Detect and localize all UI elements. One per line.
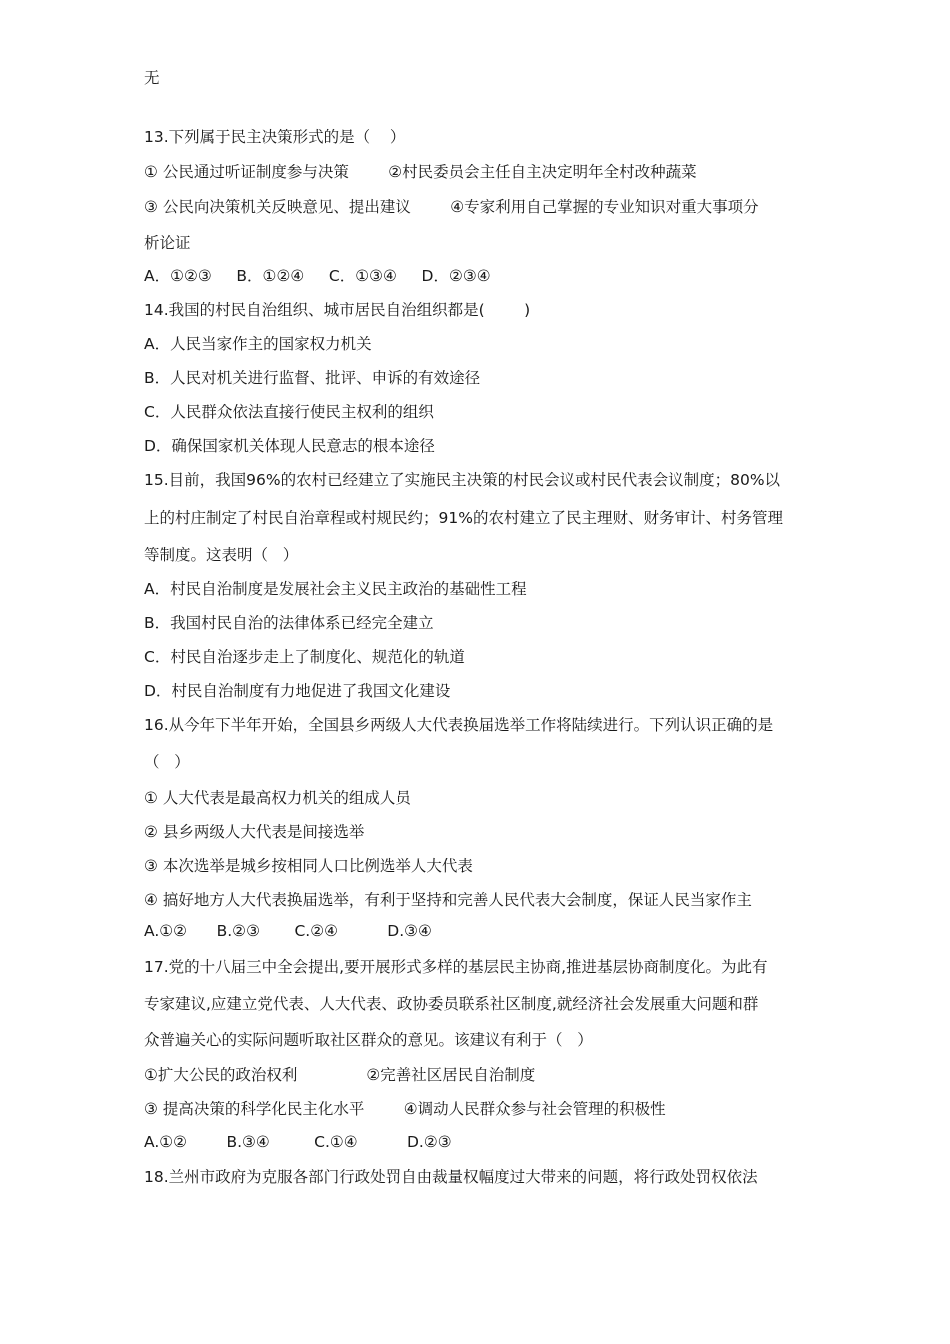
question-17-stem: 众普遍关心的实际问题听取社区群众的意见。该建议有利于（ ）: [144, 1031, 593, 1049]
question-13-stem: 13.下列属于民主决策形式的是（ ）: [144, 128, 406, 146]
question-15-stem: 15.目前，我国96%的农村已经建立了实施民主决策的村民会议或村民代表会议制度；80%以: [144, 471, 781, 489]
question-14-option-b: B．人民对机关进行监督、批评、申诉的有效途径: [144, 369, 481, 387]
question-17-answers: A.①② B.③④ C.①④ D.②③: [144, 1133, 452, 1151]
question-15-option-d: D．村民自治制度有力地促进了我国文化建设: [144, 682, 451, 700]
question-14-option-d: D．确保国家机关体现人民意志的根本途径: [144, 437, 435, 455]
question-16-stem: （ ）: [144, 753, 190, 771]
question-13-option-line: ③ 公民向决策机关反映意见、提出建议 ④专家利用自己掌握的专业知识对重大事项分: [144, 198, 759, 216]
question-15-option-c: C．村民自治逐步走上了制度化、规范化的轨道: [144, 648, 465, 666]
question-17-statement: ③ 提高决策的科学化民主化水平 ④调动人民群众参与社会管理的积极性: [144, 1100, 666, 1118]
question-18-stem: 18.兰州市政府为克服各部门行政处罚自由裁量权幅度过大带来的问题，将行政处罚权依法: [144, 1168, 758, 1186]
question-16-statement: ③ 本次选举是城乡按相同人口比例选举人大代表: [144, 857, 473, 875]
question-15-option-a: A．村民自治制度是发展社会主义民主政治的基础性工程: [144, 580, 527, 598]
question-16-statement: ② 县乡两级人大代表是间接选举: [144, 823, 365, 841]
question-13-answers: A．①②③ B．①②④ C．①③④ D．②③④: [144, 267, 491, 285]
question-16-stem: 16.从今年下半年开始，全国县乡两级人大代表换届选举工作将陆续进行。下列认识正确的是: [144, 716, 774, 734]
question-14-option-c: C．人民群众依法直接行使民主权利的组织: [144, 403, 434, 421]
question-14-option-a: A．人民当家作主的国家权力机关: [144, 335, 372, 353]
question-14-stem: 14.我国的村民自治组织、城市居民自治组织都是( ): [144, 301, 531, 319]
question-16-answers: A.①② B.②③ C.②④ D.③④: [144, 922, 432, 940]
question-17-statement: ①扩大公民的政治权利 ②完善社区居民自治制度: [144, 1066, 536, 1084]
question-16-statement: ④ 搞好地方人大代表换届选举，有利于坚持和完善人民代表大会制度，保证人民当家作主: [144, 891, 752, 909]
header-text: 无: [144, 69, 160, 87]
question-17-stem: 17.党的十八届三中全会提出,要开展形式多样的基层民主协商,推进基层协商制度化。为此有: [144, 958, 768, 976]
question-13-option-line: ① 公民通过听证制度参与决策 ②村民委员会主任自主决定明年全村改种蔬菜: [144, 163, 697, 181]
question-16-statement: ① 人大代表是最高权力机关的组成人员: [144, 789, 411, 807]
question-15-stem: 等制度。这表明（ ）: [144, 546, 299, 564]
question-15-option-b: B．我国村民自治的法律体系已经完全建立: [144, 614, 434, 632]
question-13-option-line: 析论证: [144, 234, 191, 252]
question-17-stem: 专家建议,应建立党代表、人大代表、政协委员联系社区制度,就经济社会发展重大问题和群: [144, 995, 759, 1013]
question-15-stem: 上的村庄制定了村民自治章程或村规民约；91%的农村建立了民主理财、财务审计、村务管理: [144, 509, 783, 527]
